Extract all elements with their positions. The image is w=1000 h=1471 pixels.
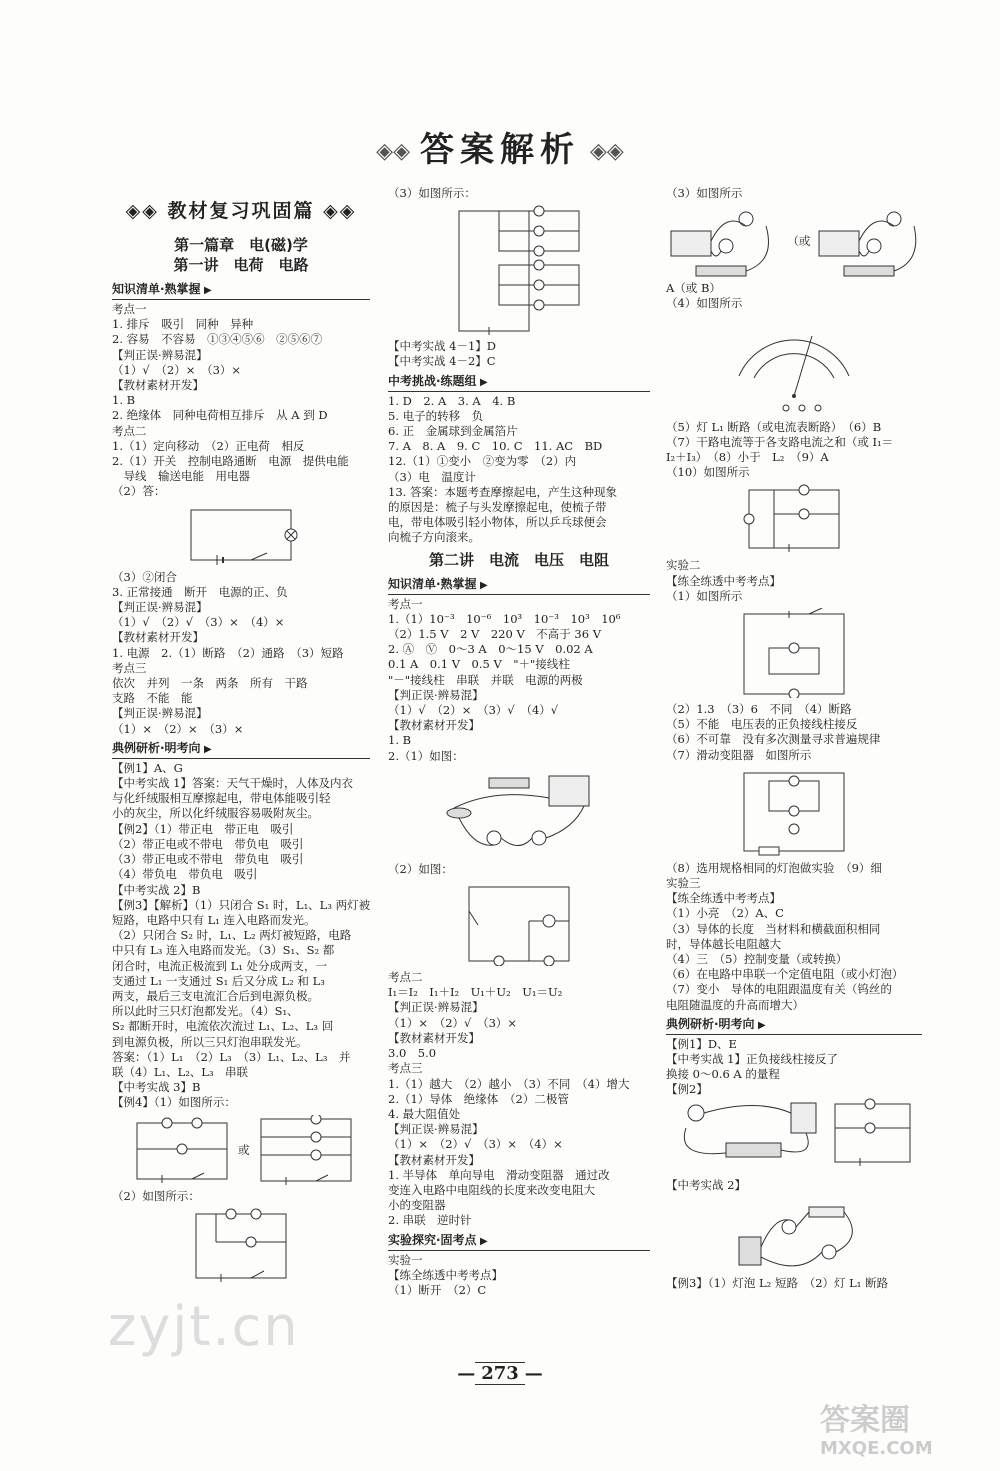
circuit-diagram bbox=[454, 881, 584, 966]
answer-line: 【判正误·辨易混】 bbox=[388, 1122, 484, 1137]
answer-line: 【练全练透中考考点】 bbox=[666, 891, 781, 906]
answer-line: （1）× （2）× （3）× bbox=[112, 721, 244, 736]
answer-block bbox=[666, 1276, 922, 1291]
answer-block bbox=[112, 761, 370, 1111]
section-heading-text: 教材复习巩固篇 bbox=[167, 200, 315, 222]
answer-line: （1）× （2）√ （3）× （4）× bbox=[388, 1137, 563, 1152]
answer-line: 【判正误·辨易混】 bbox=[388, 1000, 484, 1015]
answer-line: 【教材素材开发】 bbox=[388, 718, 480, 733]
answer-block bbox=[112, 570, 370, 737]
answer-line: （2）答： bbox=[112, 484, 166, 499]
circuit-diagram bbox=[132, 1115, 232, 1185]
circuit-photo-illustration bbox=[434, 768, 604, 858]
answer-line: 电，带电体吸引轻小物体，所以乒乓球便会 bbox=[388, 515, 607, 530]
answer-line: 【中考实战 4－2】C bbox=[388, 354, 496, 369]
section-bar: 典例研析·明考向 ▶ bbox=[112, 740, 370, 759]
circuit-diagram bbox=[176, 1208, 306, 1283]
answer-line: 【中考实战 1】答案：天气干燥时，人体及内衣 bbox=[112, 776, 353, 791]
answer-line: 短路，电路中只有 L₁ 连入电路而发光。 bbox=[112, 912, 316, 927]
answer-line: 6. 正 金属球到金属箔片 bbox=[388, 424, 518, 439]
circuit-diagram bbox=[256, 1115, 356, 1185]
answer-line: 变连入电路中电阻线的长度来改变电阻大 bbox=[388, 1182, 595, 1197]
answer-line: 2. 串联 逆时针 bbox=[388, 1213, 472, 1228]
answer-line: 1.（1）10⁻³ 10⁻⁶ 10³ 10⁻³ 10³ 10⁶ bbox=[388, 611, 621, 626]
lecture-heading: 第一讲 电荷 电路 bbox=[173, 256, 309, 274]
answer-line: 答案：（1）L₁ （2）L₃ （3）L₁、L₂、L₃ 并 bbox=[112, 1049, 351, 1064]
answer-line: （2）只闭合 S₂ 时，L₁、L₂ 两灯被短路，电路 bbox=[112, 928, 352, 943]
answer-line: 时，导体越长电阻越大 bbox=[666, 936, 781, 951]
answer-line: 【练全练透中考考点】 bbox=[666, 573, 781, 588]
answer-line: （7）干路电流等于各支路电流之和（或 I₁＝ bbox=[666, 434, 894, 449]
answer-line: 2. 绝缘体 同种电荷相互排斥 从 A 到 D bbox=[112, 408, 328, 423]
answer-line: （1）√ （2）× （3）× bbox=[112, 362, 242, 377]
answer-line: （10）如图所示 bbox=[666, 465, 750, 480]
circuit-diagram bbox=[734, 608, 854, 698]
answer-line: 2. Ⓐ Ⓥ 0～3 A 0～15 V 0.02 A bbox=[388, 642, 593, 657]
answer-line: 的原因是：梳子与头发摩擦起电，使梳子带 bbox=[388, 500, 607, 515]
answer-line: 小的变阻器 bbox=[388, 1198, 446, 1213]
answer-line: 13. 答案：本题考查摩擦起电，产生这种现象 bbox=[388, 484, 617, 499]
answer-line: S₂ 都断开时，电流依次流过 L₁、L₂、L₃ 回 bbox=[112, 1019, 334, 1034]
answer-line: （4）三 （5）控制变量（或转换） bbox=[666, 952, 848, 967]
answer-line: 【例3】（1）灯泡 L₂ 短路 （2）灯 L₁ 断路 bbox=[666, 1275, 889, 1290]
answer-block bbox=[388, 1253, 650, 1299]
answer-line: （3）如图所示： bbox=[388, 186, 476, 200]
answer-line: 考点三 bbox=[388, 1061, 423, 1076]
answer-line: （3）电 温度计 bbox=[388, 469, 476, 484]
answer-line: （2）如图： bbox=[388, 861, 453, 876]
answer-line: （4）如图所示 bbox=[666, 296, 743, 311]
answer-line: （7）变小 导体的电阻跟温度有关（钨丝的 bbox=[666, 982, 892, 997]
answer-block bbox=[666, 281, 922, 311]
page-number-text: 273 bbox=[475, 1362, 525, 1385]
answer-line: A（或 B） bbox=[666, 281, 721, 296]
circuit-diagram bbox=[181, 504, 301, 566]
answer-line: （3）如图所示 bbox=[666, 186, 743, 200]
section-bar: 实验探究·固考点 ▶ bbox=[388, 1232, 650, 1251]
page-title-text: 答案解析 bbox=[420, 130, 580, 170]
answer-line: 【判正误·辨易混】 bbox=[388, 687, 484, 702]
answer-line: （1）× （2）√ （3）× bbox=[388, 1015, 518, 1030]
or-text: 或 bbox=[238, 1142, 250, 1157]
section-bar: 知识清单·熟掌握 ▶ bbox=[388, 576, 650, 595]
answer-line: 1.（1）越大 （2）越小 （3）不同 （4）增大 bbox=[388, 1076, 630, 1091]
answer-line: （2）1.3 （3）6 不同 （4）断路 bbox=[666, 702, 852, 717]
answer-line: 2.（1）导体 绝缘体 （2）二极管 bbox=[388, 1091, 569, 1106]
answer-line: 1. D 2. A 3. A 4. B bbox=[388, 393, 516, 408]
answer-line: 【教材素材开发】 bbox=[112, 630, 204, 645]
answer-line: 【判正误·辨易混】 bbox=[112, 600, 208, 615]
answer-line: 3.0 5.0 bbox=[388, 1046, 437, 1061]
watermark: zyjt.cn bbox=[108, 1295, 300, 1358]
answer-line: 【练全练透中考考点】 bbox=[388, 1267, 503, 1282]
circuit-diagram bbox=[830, 1098, 915, 1168]
answer-line: 考点二 bbox=[388, 970, 423, 985]
answer-line: 【例1】A、G bbox=[112, 760, 183, 775]
answer-block bbox=[666, 186, 922, 201]
page-title bbox=[0, 122, 1000, 171]
answer-line: 1. B bbox=[112, 393, 136, 408]
answer-line: 换接 0～0.6 A 的量程 bbox=[666, 1067, 780, 1082]
circuit-photo-illustration bbox=[814, 201, 922, 281]
answer-block bbox=[388, 597, 650, 764]
answer-line: I₁＝I₂ I₁＋I₂ U₁＋U₂ U₁＝U₂ bbox=[388, 985, 563, 1000]
answer-line: （1）如图所示 bbox=[666, 588, 743, 603]
answer-line: 12.（1）①变小 ②变为零 （2）内 bbox=[388, 454, 577, 469]
answer-block bbox=[112, 1189, 370, 1204]
answer-line: 1. 排斥 吸引 同种 异种 bbox=[112, 317, 254, 332]
answer-block bbox=[388, 339, 650, 369]
answer-line: 支路 不能 能 bbox=[112, 691, 193, 706]
answer-line: 向梳子方向滚来。 bbox=[388, 530, 480, 545]
answer-line: （3）导体的长度 当材料和横截面积相同 bbox=[666, 921, 881, 936]
corner-logo: 答案圈 bbox=[820, 1403, 910, 1438]
or-text: （或 bbox=[787, 234, 811, 249]
answer-line: 导线 输送电能 用电器 bbox=[112, 469, 250, 484]
answer-line: （6）在电路中串联一个定值电阻（或小灯泡） bbox=[666, 967, 904, 982]
answer-line: 考点一 bbox=[112, 302, 147, 316]
answer-line: 实验一 bbox=[388, 1252, 423, 1267]
answer-line: 【例2】（1）带正电 带正电 吸引 bbox=[112, 821, 294, 836]
answer-line: "－"接线柱 串联 并联 电源的两极 bbox=[388, 672, 583, 687]
answer-line: I₂＋I₃） （8）小于 L₂ （9）A bbox=[666, 450, 829, 465]
answer-line: 4. 最大阻值处 bbox=[388, 1106, 461, 1121]
answer-line: 【中考实战 2】B bbox=[112, 882, 201, 897]
lecture-heading: 第二讲 电流 电压 电阻 bbox=[428, 550, 609, 569]
chapter-heading: 第一篇章 电(磁)学 bbox=[174, 236, 308, 254]
answer-line: 1. B bbox=[388, 733, 412, 748]
answer-line: 支通过 L₁ 一支通过 S₁ 后又分成 L₂ 和 L₃ bbox=[112, 973, 325, 988]
answer-line: 2. 容易 不容易 ①③④⑤⑥ ②⑤⑥⑦ bbox=[112, 332, 323, 347]
section-bar: 中考挑战·练题组 ▶ bbox=[388, 373, 650, 392]
answer-line: （7）滑动变阻器 如图所示 bbox=[666, 747, 812, 762]
answer-line: 闭合时，电流正极流到 L₁ 处分成两支，一 bbox=[112, 958, 328, 973]
answer-block bbox=[666, 420, 922, 481]
answer-line: 考点一 bbox=[388, 596, 423, 611]
figure-row bbox=[666, 201, 922, 281]
answer-line: （2）如图所示： bbox=[112, 1188, 200, 1203]
column-2 bbox=[388, 186, 650, 1298]
answer-block bbox=[666, 1037, 922, 1098]
answer-block bbox=[666, 1178, 922, 1193]
answer-line: 所以此时三只灯泡都发光。（4）S₁、 bbox=[112, 1004, 299, 1019]
answer-block bbox=[388, 970, 650, 1228]
column-1 bbox=[112, 186, 370, 1287]
column-3 bbox=[666, 186, 922, 1291]
section-heading: ◈◈ 教材复习巩固篇 ◈◈ bbox=[125, 200, 357, 222]
answer-line: 中只有 L₃ 连入电路而发光。（3）S₁、S₂ 都 bbox=[112, 943, 335, 958]
answer-line: 【例3】【解析】（1）只闭合 S₁ 时，L₁、L₃ 两灯被 bbox=[112, 897, 370, 912]
answer-line: 0.1 A 0.1 V 0.5 V "＋"接线柱 bbox=[388, 657, 570, 672]
answer-block bbox=[666, 861, 922, 1013]
answer-block bbox=[666, 558, 922, 604]
answer-line: 实验二 bbox=[666, 558, 701, 573]
answer-line: 【中考实战 1】正负接线柱接反了 bbox=[666, 1052, 838, 1067]
answer-line: （1）√ （2）× （3）√ （4）√ bbox=[388, 703, 559, 718]
answer-line: （1）小亮 （2）A、C bbox=[666, 906, 784, 921]
diamond-deco-icon: ◈◈ bbox=[376, 139, 410, 164]
answer-line: （3）带正电或不带电 带负电 吸引 bbox=[112, 852, 304, 867]
answer-line: 【例4】（1）如图所示： bbox=[112, 1095, 236, 1110]
section-bar: 典例研析·明考向 ▶ bbox=[666, 1016, 922, 1035]
answer-line: 小的灰尘，所以化纤绒服容易吸附灰尘。 bbox=[112, 806, 319, 821]
answer-line: 联（4）L₁、L₂、L₃ 串联 bbox=[112, 1064, 249, 1079]
answer-line: （5）不能 电压表的正负接线柱接反 bbox=[666, 717, 858, 732]
answer-line: 1. 电源 2.（1）断路 （2）通路 （3）短路 bbox=[112, 645, 344, 660]
answer-line: 1. 半导体 单向导电 滑动变阻器 通过改 bbox=[388, 1167, 610, 1182]
circuit-diagram bbox=[734, 767, 854, 857]
answer-line: 【教材素材开发】 bbox=[388, 1030, 480, 1045]
meter-dial-figure bbox=[724, 316, 864, 416]
answer-line: （1）断开 （2）C bbox=[388, 1282, 487, 1297]
corner-logo-url: MXQE.COM bbox=[820, 1438, 933, 1459]
figure-row bbox=[666, 1098, 922, 1178]
answer-block bbox=[666, 702, 922, 763]
figure-row bbox=[132, 1115, 370, 1185]
answer-line: 电阻随温度的升高而增大） bbox=[666, 997, 804, 1012]
diamond-deco-icon: ◈◈ bbox=[590, 139, 624, 164]
answer-line: 两支，最后三支电流汇合后到电源负极。 bbox=[112, 988, 319, 1003]
answer-line: （2）带正电或不带电 带负电 吸引 bbox=[112, 836, 304, 851]
circuit-photo-illustration bbox=[666, 1098, 826, 1178]
answer-line: 【教材素材开发】 bbox=[388, 1152, 480, 1167]
answer-line: 考点三 bbox=[112, 660, 147, 675]
answer-line: 依次 并列 一条 两条 所有 干路 bbox=[112, 676, 308, 691]
answer-line: 3. 正常接通 断开 电源的正、负 bbox=[112, 584, 288, 599]
answer-line: （3）②闭合 bbox=[112, 569, 177, 584]
answer-line: 【中考实战 2】 bbox=[666, 1177, 746, 1192]
answer-line: 5. 电子的转移 负 bbox=[388, 408, 484, 423]
answer-line: 【中考实战 3】B bbox=[112, 1080, 201, 1095]
answer-block bbox=[388, 862, 650, 877]
circuit-diagram bbox=[739, 484, 849, 554]
answer-line: （1）√ （2）√ （3）× （4）× bbox=[112, 615, 285, 630]
answer-line: 到电源负极，所以三只灯泡串联发光。 bbox=[112, 1034, 308, 1049]
answer-line: （8）选用规格相同的灯泡做实验 （9）细 bbox=[666, 860, 882, 875]
answer-line: 【判正误·辨易混】 bbox=[112, 706, 208, 721]
answer-line: 实验三 bbox=[666, 876, 701, 891]
section-bar: 知识清单·熟掌握 ▶ bbox=[112, 281, 370, 300]
answer-line: 2.（1）开关 控制电路通断 电源 提供电能 bbox=[112, 454, 349, 469]
answer-block bbox=[388, 394, 650, 546]
answer-line: 考点二 bbox=[112, 423, 147, 438]
circuit-diagram bbox=[449, 205, 589, 335]
answer-line: 【中考实战 4－1】D bbox=[388, 339, 497, 354]
answer-line: 【例2】 bbox=[666, 1082, 708, 1097]
answer-line: 1.（1）定向移动 （2）正电荷 相反 bbox=[112, 438, 305, 453]
page-number: — 273 — bbox=[457, 1363, 543, 1384]
answer-line: 【例1】D、E bbox=[666, 1036, 737, 1051]
answer-line: 7. A 8. A 9. C 10. C 11. AC BD bbox=[388, 439, 603, 454]
answer-block bbox=[112, 302, 370, 500]
answer-block bbox=[388, 186, 650, 201]
answer-line: （2）1.5 V 2 V 220 V 不高于 36 V bbox=[388, 627, 602, 642]
answer-line: （6）不可靠 没有多次测量寻求普遍规律 bbox=[666, 732, 881, 747]
answer-line: 与化纤绒服相互摩擦起电，带电体能吸引轻 bbox=[112, 791, 331, 806]
answer-line: 【教材素材开发】 bbox=[112, 378, 204, 393]
answer-line: 【判正误·辨易混】 bbox=[112, 347, 208, 362]
answer-line: （4）带负电 带负电 吸引 bbox=[112, 867, 258, 882]
circuit-photo-illustration bbox=[719, 1197, 869, 1272]
answer-line: （5）灯 L₁ 断路（或电流表断路） （6）B bbox=[666, 419, 882, 434]
circuit-photo-illustration bbox=[666, 201, 783, 281]
answer-line: 2.（1）如图： bbox=[388, 748, 464, 763]
